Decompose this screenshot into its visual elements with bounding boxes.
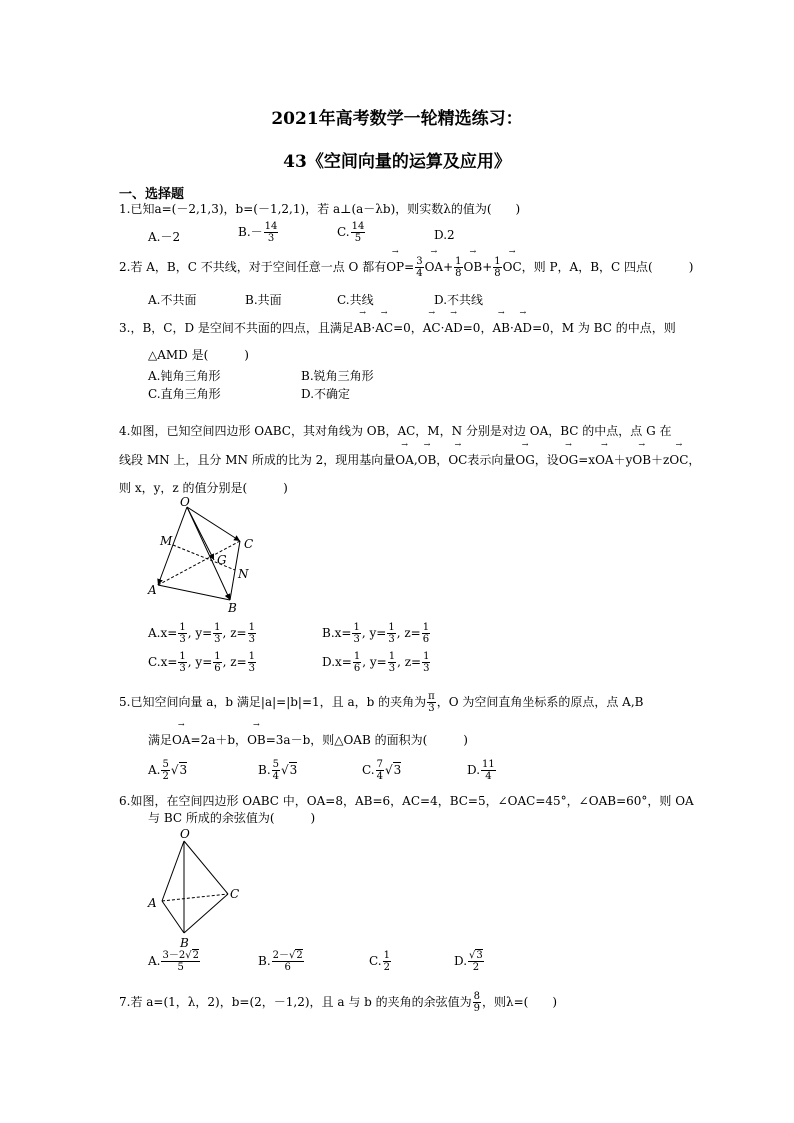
q2-option-a: A.不共面	[148, 293, 197, 307]
q6-option-c: C. $\frac{1}{2}$	[369, 950, 390, 973]
question-3: 3.，B，C，D 是空间不共面的四点，且满足→ AB·→ AC=0，→ AC·→ AD=0，→ AB·→ AD=0，M 为 BC 的中点，则	[119, 320, 676, 336]
q4-tetrahedron-figure	[140, 496, 265, 614]
q5-option-d: D. $\frac{11}{4}$	[467, 759, 495, 782]
question-2: 2.若 A，B，C 不共线，对于空间任意一点 O 都有→ OP= $\frac{3}{4}$ → OA+ $\frac{1}{8}$ → OB+ $\frac{1}{8}$ → OC，则 P，A，B，C 四点( )	[119, 256, 693, 279]
q1-option-d: D.2	[434, 228, 455, 242]
label-o: O	[180, 828, 190, 841]
q3-option-b: B.锐角三角形	[301, 369, 374, 383]
edge-ac	[162, 894, 228, 901]
label-a: A	[148, 896, 157, 910]
edge-bc	[184, 894, 228, 933]
page-title: 2021年高考数学一轮精选练习：	[271, 109, 523, 129]
label-o: O	[180, 496, 190, 509]
q5-option-c: C. $\frac{7}{4}$ √3	[362, 759, 402, 782]
question-4: 4.如图，已知空间四边形 OABC，其对角线为 OB，AC，M，N 分别是对边 OA，BC 的中点，点 G 在	[119, 424, 672, 438]
q3-option-c: C.直角三角形	[148, 387, 221, 401]
edge-oc	[184, 841, 228, 894]
question-3-line2: △AMD 是( )	[148, 348, 249, 362]
q4-option-a: A.x= $\frac{1}{3}$ , y= $\frac{1}{3}$ , z= $\frac{1}{3}$	[148, 622, 255, 645]
question-4-line3: 则 x，y，z 的值分别是( )	[119, 481, 288, 495]
label-n: N	[238, 567, 249, 581]
label-b: B	[180, 936, 189, 950]
label-b: B	[228, 601, 237, 614]
question-6-line2: 与 BC 所成的余弦值为( )	[148, 811, 316, 825]
q6-tetrahedron-figure	[140, 828, 250, 950]
question-5-line2: 满足→ OA=2a＋b，→ OB=3a－b，则△OAB 的面积为( )	[148, 732, 468, 748]
section-heading: 一、选择题	[119, 187, 185, 202]
vector-og	[187, 507, 214, 560]
q1-option-b: B.－ $\frac{14}{3}$	[238, 221, 278, 244]
edge-ab	[162, 901, 184, 933]
q6-option-b: B. $\frac{2-√2}{6}$	[258, 950, 303, 973]
q6-option-a: A. $\frac{3-2√2}{5}$	[148, 950, 199, 973]
q4-option-d: D.x= $\frac{1}{6}$ , y= $\frac{1}{3}$ , z= $\frac{1}{3}$	[322, 651, 430, 674]
q5-option-a: A. $\frac{5}{2}$ √3	[148, 759, 188, 782]
q4-option-b: B.x= $\frac{1}{3}$ , y= $\frac{1}{3}$ , z= $\frac{1}{6}$	[322, 622, 430, 645]
question-7: 7.若 a=(1，λ，2)，b=(2，－1,2)，且 a 与 b 的夹角的余弦值为 $\frac{8}{9}$ ，则λ=( )	[119, 991, 558, 1014]
q3-option-a: A.钝角三角形	[148, 369, 221, 383]
label-c: C	[230, 887, 240, 901]
question-4-line2: 线段 MN 上，且分 MN 所成的比为 2，现用基向量→ OA,→ OB，→ OC表示向量→ OG，设→ OG=x→ OA＋y→ OB＋z→ OC，	[119, 452, 700, 468]
q2-option-c: C.共线	[337, 293, 374, 307]
question-5: 5.已知空间向量 a，b 满足|a|=|b|=1，且 a，b 的夹角为 $\frac{\pi}{3}$ ，O 为空间直角坐标系的原点，点 A,B	[119, 691, 644, 714]
page-subtitle: 43《空间向量的运算及应用》	[283, 152, 511, 172]
q5-option-b: B. $\frac{5}{4}$ √3	[258, 759, 298, 782]
q1-option-c: C. $\frac{14}{5}$	[337, 221, 365, 244]
edge-oa	[162, 841, 184, 901]
q3-option-d: D.不确定	[301, 387, 351, 401]
question-6: 6.如图，在空间四边形 OABC 中，OA=8，AB=6，AC=4，BC=5，∠OAC=45°，∠OAB=60°，则 OA	[119, 794, 694, 808]
q2-option-d: D.不共线	[434, 293, 484, 307]
label-a: A	[148, 583, 157, 597]
label-c: C	[244, 537, 254, 551]
q6-option-d: D. $\frac{√3}{2}$	[454, 950, 483, 973]
label-m: M	[160, 534, 173, 548]
edge-ab	[158, 585, 230, 600]
q1-option-a: A.－2	[148, 230, 181, 244]
question-1: 1.已知a=(－2,1,3)，b=(－1,2,1)，若 a⊥(a－λb)，则实数λ的值为( )	[119, 202, 521, 216]
q4-option-c: C.x= $\frac{1}{3}$ , y= $\frac{1}{6}$ , z= $\frac{1}{3}$	[148, 651, 256, 674]
q2-option-b: B.共面	[245, 293, 282, 307]
label-g: G	[217, 553, 227, 567]
